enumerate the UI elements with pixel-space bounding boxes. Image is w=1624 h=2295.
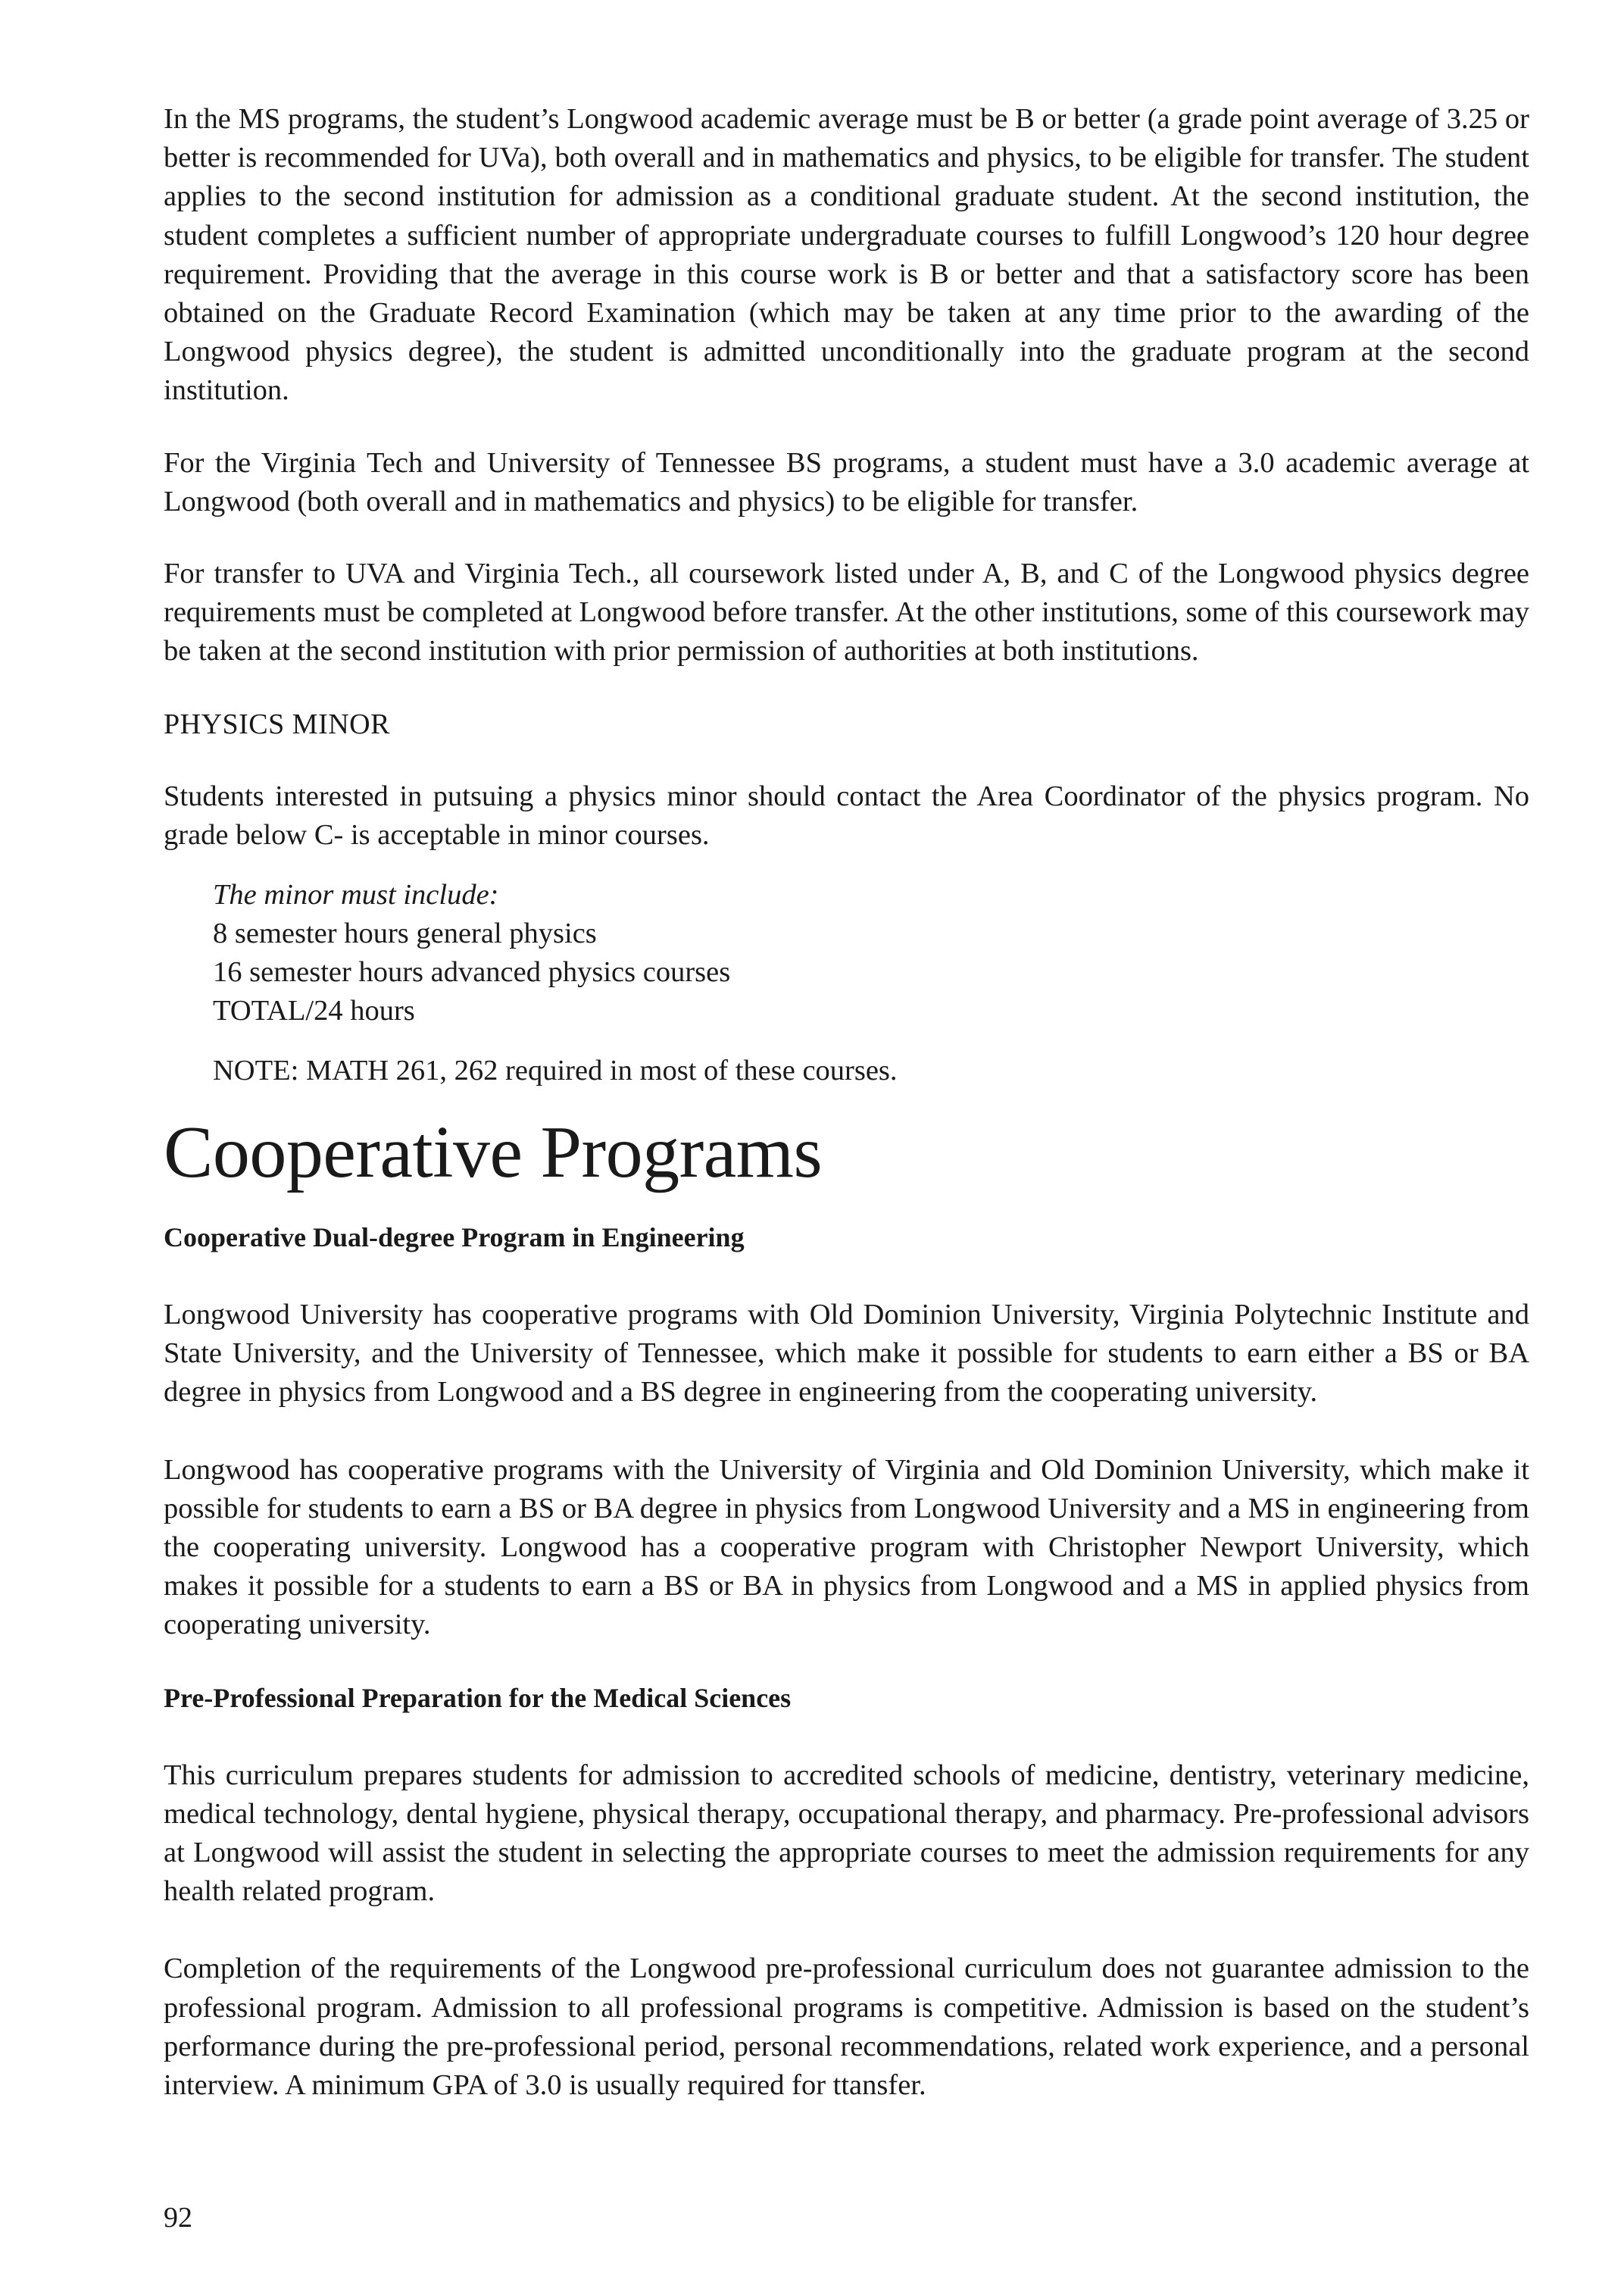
- transfer-paragraph-ms: In the MS programs, the student’s Longwood academic average must be B or better (a grade point average of 3.25 or better is recommended for UVa), both overall and in mathematics and physics, to be eligible for transfer. The student applies to the second institution for admission as a conditional graduate student. At the second institution, the student completes a sufficient number of appropriate undergraduate courses to fulfill Longwood’s 120 hour degree requirement. Providing that the average in this course work is B or better and that a satisfactory score has been obtained on the Graduate Record Examination (which may be taken at any time prior to the awarding of the Longwood physics degree), the student is admitted unconditionally into the graduate program at the second institution.: [164, 103, 1529, 407]
- minor-requirements-intro: The minor must include:: [213, 879, 499, 911]
- physics-minor-paragraph: Students interested in putsuing a physics minor should contact the Area Coordinator of the physics program. No grade below C- is acceptable in minor courses.: [164, 780, 1529, 851]
- cooperative-programs-title: Cooperative Programs: [164, 1112, 823, 1194]
- minor-requirement-item: 8 semester hours general physics: [213, 918, 597, 950]
- medical-heading: Pre-Professional Preparation for the Medical Sciences: [164, 1682, 792, 1713]
- page-content: [164, 100, 1529, 2105]
- page-number: 92: [164, 2202, 192, 2234]
- minor-note: NOTE: MATH 261, 262 required in most of these courses.: [213, 1055, 898, 1087]
- engineering-paragraph-1: Longwood University has cooperative programs with Old Dominion University, Virginia Polytechnic Institute and State University, and the University of Tennessee, which make it possible for students to earn either a BS or BA degree in physics from Longwood and a BS degree in engineering from the cooperating university.: [164, 1299, 1529, 1409]
- transfer-paragraph-coursework: For transfer to UVA and Virginia Tech., all coursework listed under A, B, and C of the Longwood physics degree requirements must be completed at Longwood before transfer. At the other institutions, some of this coursework may be taken at the second institution with prior permission of authorities at both institutions.: [164, 558, 1529, 668]
- transfer-paragraph-bs: For the Virginia Tech and University of Tennessee BS programs, a student must have a 3.0 academic average at Longwood (both overall and in mathematics and physics) to be eligible for transfer.: [164, 446, 1529, 517]
- minor-requirements-list: [213, 876, 1529, 1030]
- medical-paragraph-1: This curriculum prepares students for admission to accredited schools of medicine, dentistry, veterinary medicine, medical technology, dental hygiene, physical therapy, occupational therapy, and pharmacy. Pre-professional advisors at Longwood will assist the student in selecting the appropriate courses to meet the admission requirements for any health related program.: [164, 1759, 1529, 1908]
- engineering-paragraph-2: Longwood has cooperative programs with the University of Virginia and Old Dominion University, which make it possible for students to earn a BS or BA degree in physics from Longwood University and a MS in engineering from the cooperating university. Longwood has a cooperative program with Christopher Newport University, which makes it possible for a students to earn a BS or BA in physics from Longwood and a MS in applied physics from cooperating university.: [164, 1453, 1529, 1641]
- medical-paragraph-2: Completion of the requirements of the Longwood pre-professional curriculum does not guarantee admission to the professional program. Admission to all professional programs is competitive. Admission is based on the student’s performance during the pre-professional period, personal recommendations, related work experience, and a personal interview. A minimum GPA of 3.0 is usually required for ttansfer.: [164, 1953, 1529, 2102]
- physics-minor-heading: PHYSICS MINOR: [164, 708, 390, 740]
- engineering-heading: Cooperative Dual-degree Program in Engineering: [164, 1222, 745, 1253]
- minor-requirement-total: TOTAL/24 hours: [213, 995, 415, 1027]
- minor-requirement-item: 16 semester hours advanced physics courses: [213, 956, 731, 989]
